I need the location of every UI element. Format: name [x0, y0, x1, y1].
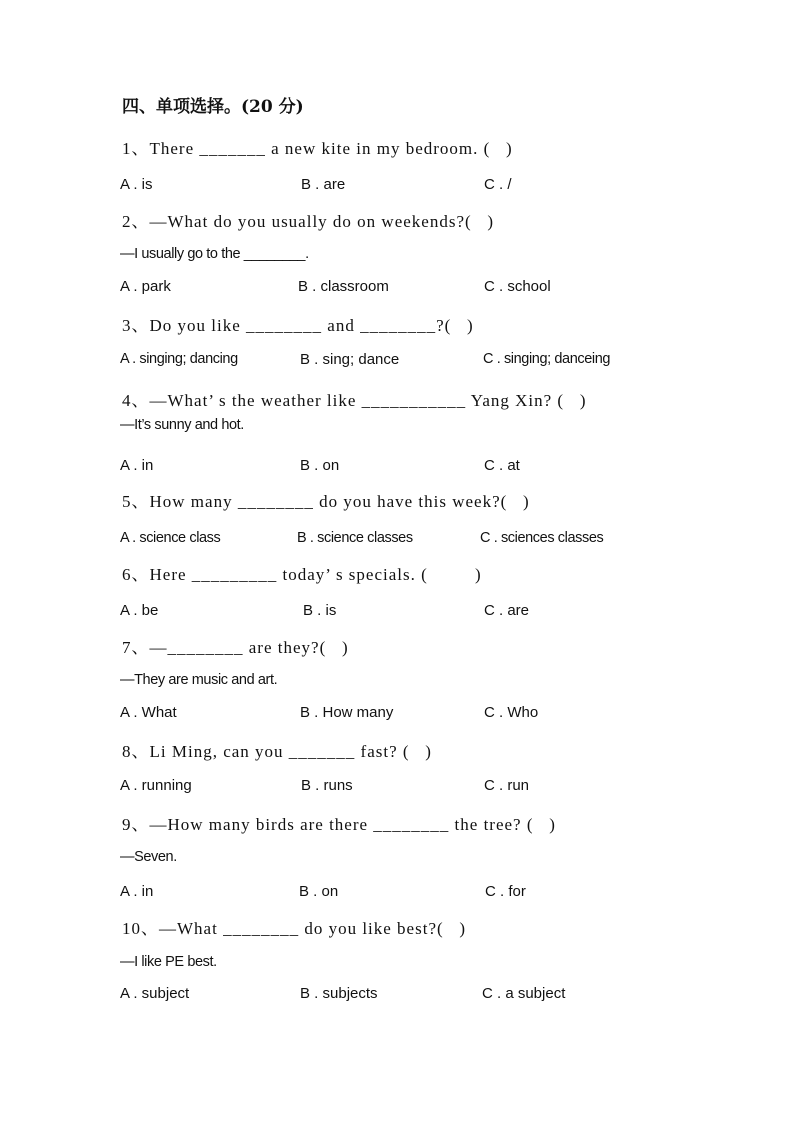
question-1-option-a[interactable]: A . is: [120, 176, 153, 193]
question-1-option-b[interactable]: B . are: [301, 176, 346, 193]
question-3-option-a[interactable]: A . singing; dancing: [120, 351, 238, 367]
question-2-option-c[interactable]: C . school: [484, 278, 551, 295]
question-6-option-b[interactable]: B . is: [303, 602, 337, 619]
question-10-option-a[interactable]: A . subject: [120, 985, 190, 1002]
question-10-option-b[interactable]: B . subjects: [300, 985, 378, 1002]
question-9-option-c[interactable]: C . for: [485, 883, 526, 900]
question-7-option-b[interactable]: B . How many: [300, 704, 394, 721]
question-1-stem: 1、There _______ a new kite in my bedroom. ( ): [122, 139, 513, 158]
question-3-option-b[interactable]: B . sing; dance: [300, 351, 400, 368]
question-8-option-a[interactable]: A . running: [120, 777, 192, 794]
question-4-option-b[interactable]: B . on: [300, 457, 340, 474]
question-9-option-a[interactable]: A . in: [120, 883, 154, 900]
question-5-stem: 5、How many ________ do you have this week?( ): [122, 492, 530, 511]
section-title: 四、单项选择。(20 分): [122, 97, 304, 117]
question-4-stem: 4、—What’ s the weather like ___________ Yang Xin? ( ): [122, 391, 587, 410]
question-5-option-c[interactable]: C . sciences classes: [480, 530, 604, 546]
question-3-stem: 3、Do you like ________ and ________?( ): [122, 316, 474, 335]
question-6-stem: 6、Here _________ today’ s specials. ( ): [122, 565, 482, 584]
question-7-option-a[interactable]: A . What: [120, 704, 177, 721]
question-10-answer-line: —I like PE best.: [120, 954, 217, 970]
question-7-stem: 7、—________ are they?( ): [122, 638, 349, 657]
question-7-answer-line: —They are music and art.: [120, 672, 278, 688]
question-9-stem: 9、—How many birds are there ________ the tree? ( ): [122, 815, 556, 834]
question-9-option-b[interactable]: B . on: [299, 883, 339, 900]
question-2-option-b[interactable]: B . classroom: [298, 278, 389, 295]
question-4-option-a[interactable]: A . in: [120, 457, 154, 474]
question-10-option-c[interactable]: C . a subject: [482, 985, 566, 1002]
question-3-option-c[interactable]: C . singing; danceing: [483, 351, 611, 367]
question-2-answer-line: —I usually go to the ________.: [120, 246, 309, 262]
question-4-answer-line: —It’s sunny and hot.: [120, 417, 244, 433]
question-6-option-c[interactable]: C . are: [484, 602, 530, 619]
question-5-option-a[interactable]: A . science class: [120, 530, 221, 546]
question-8-option-c[interactable]: C . run: [484, 777, 530, 794]
question-8-option-b[interactable]: B . runs: [301, 777, 353, 794]
question-10-stem: 10、—What ________ do you like best?( ): [122, 919, 467, 938]
question-8-stem: 8、Li Ming, can you _______ fast? ( ): [122, 742, 432, 761]
question-1-option-c[interactable]: C . /: [484, 176, 512, 193]
question-2-stem: 2、—What do you usually do on weekends?( ): [122, 212, 495, 231]
question-9-answer-line: —Seven.: [120, 849, 177, 865]
question-6-option-a[interactable]: A . be: [120, 602, 159, 619]
question-5-option-b[interactable]: B . science classes: [297, 530, 413, 546]
question-4-option-c[interactable]: C . at: [484, 457, 520, 474]
question-7-option-c[interactable]: C . Who: [484, 704, 539, 721]
question-2-option-a[interactable]: A . park: [120, 278, 171, 295]
